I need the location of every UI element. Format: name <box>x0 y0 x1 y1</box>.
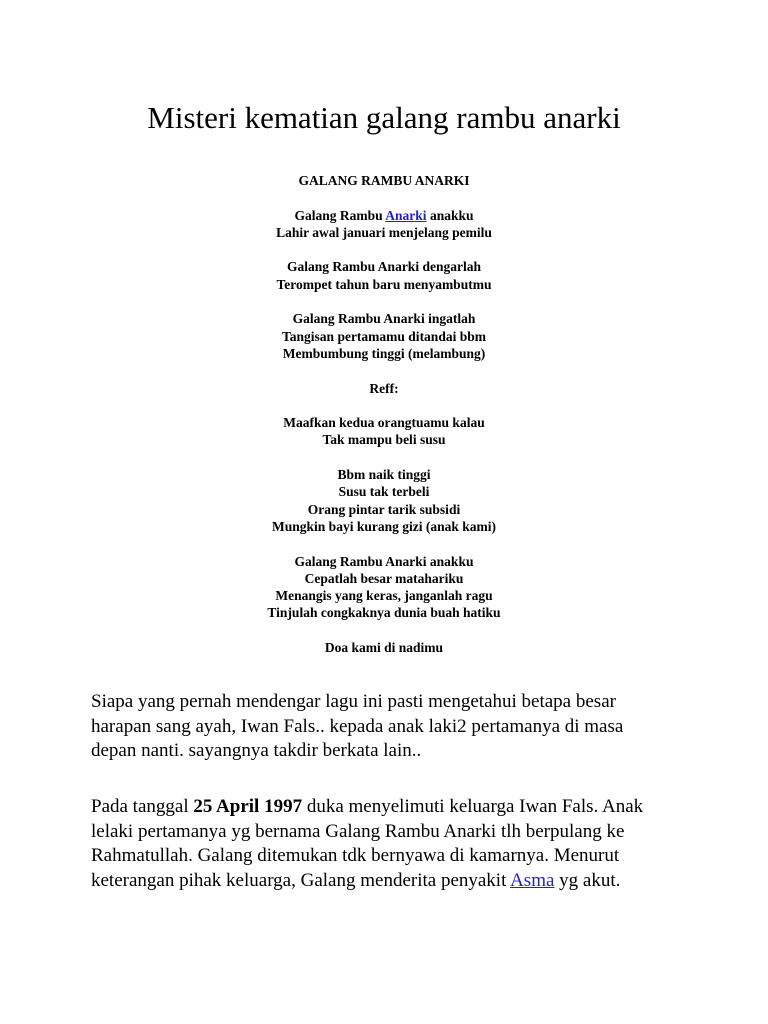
poem-reff: Reff: <box>369 380 399 396</box>
paragraph-death <box>91 795 691 893</box>
poem-line: Tinjulah congkaknya dunia buah hatiku <box>267 605 501 621</box>
poem-line: Terompet tahun baru menyambutmu <box>276 276 492 292</box>
page-title: Misteri kematian galang rambu anarki <box>147 100 621 135</box>
paragraph-line <box>91 869 691 894</box>
paragraph-line: Siapa yang pernah mendengar lagu ini pasti mengetahui betapa besar <box>91 691 616 712</box>
poem-line: Membumbung tinggi (melambung) <box>282 345 486 361</box>
poem-text: Galang Rambu <box>294 207 386 223</box>
paragraph-text: duka menyelimuti keluarga Iwan Fals. Anak <box>302 796 644 817</box>
poem-line: Galang Rambu Anarki anakku <box>294 553 474 569</box>
paragraph-text: yg akut. <box>554 869 621 891</box>
paragraph-line: harapan sang ayah, Iwan Fals.. kepada anak laki2 pertamanya di masa <box>91 715 624 737</box>
poem-line: Galang Rambu Anarki dengarlah <box>287 259 481 275</box>
paragraph-line: lelaki pertamanya yg bernama Galang Rambu Anarki tlh berpulang ke <box>91 820 625 842</box>
paragraph-line: Rahmatullah. Galang ditemukan tdk bernyawa di kamarnya. Menurut <box>91 845 620 866</box>
poem-line: Orang pintar tarik subsidi <box>307 501 461 517</box>
poem-line: Maafkan kedua orangtuamu kalau <box>283 415 485 431</box>
poem-line: Tak mampu beli susu <box>322 432 446 448</box>
paragraph-text: Pada tanggal <box>91 796 194 817</box>
poem-line: Mungkin bayi kurang gizi (anak kami) <box>272 518 496 534</box>
poem <box>0 172 768 656</box>
poem-text: anakku <box>426 207 474 223</box>
poem-line: Menangis yang keras, janganlah ragu <box>275 588 493 604</box>
poem-line: Cepatlah besar matahariku <box>304 570 464 586</box>
poem-line: Galang Rambu Anarki ingatlah <box>292 311 476 327</box>
asma-link[interactable]: Asma <box>510 869 555 891</box>
poem-line: Susu tak terbeli <box>338 484 430 500</box>
poem-line <box>0 207 768 224</box>
paragraph-intro <box>91 690 691 764</box>
paragraph-line: depan nanti. sayangnya takdir berkata lain.. <box>91 740 422 761</box>
poem-line: Bbm naik tinggi <box>337 467 431 483</box>
poem-line: Doa kami di nadimu <box>324 640 444 656</box>
paragraph-line <box>91 795 691 820</box>
poem-line: Lahir awal januari menjelang pemilu <box>276 224 492 240</box>
paragraph-text: keterangan pihak keluarga, Galang menderita penyakit <box>91 869 511 891</box>
anarki-link[interactable]: Anarki <box>385 207 427 223</box>
poem-line: Tangisan pertamamu ditandai bbm <box>282 328 486 344</box>
poem-heading: GALANG RAMBU ANARKI <box>298 173 470 188</box>
death-date: 25 April 1997 <box>193 796 303 817</box>
